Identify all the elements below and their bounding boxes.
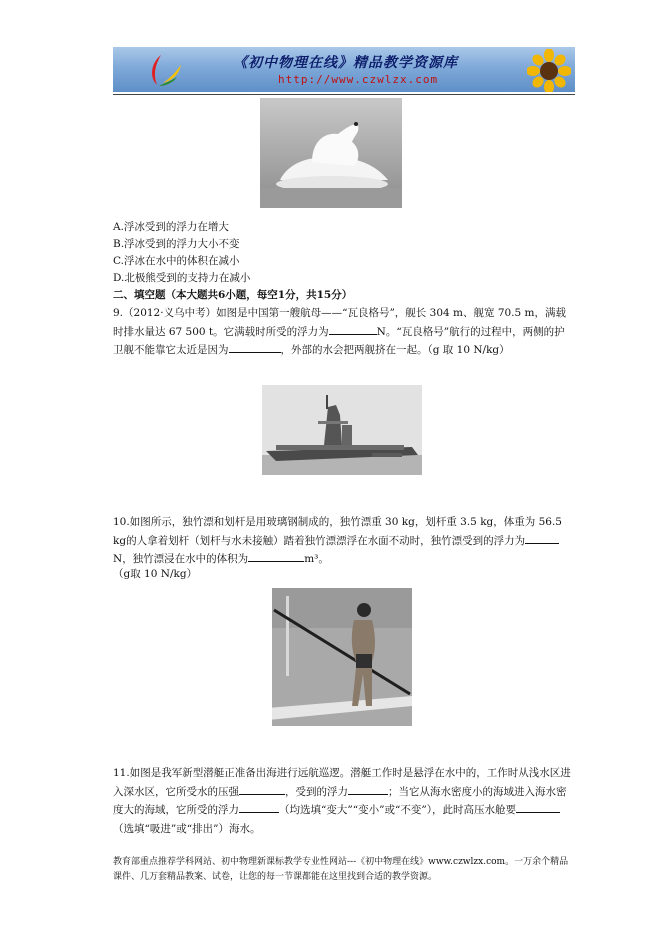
- q11-blank-2[interactable]: [348, 784, 388, 795]
- q10-text-2: N，独竹漂浸在水中的体积为: [113, 553, 249, 565]
- option-d: D.北极熊受到的支持力在减小: [113, 272, 251, 284]
- page-footer: 教育部重点推荐学科网站、初中物理新课标教学专业性网站---《初中物理在线》www.czwlzx.com。一万余个精品课件、几万套精品教案、试卷，让您的每一节课都能在这里找到合适的教学资源。: [113, 857, 569, 882]
- q11-text-1: 11.如图是我军新型潜艇正准备出海进行远航巡逻。潜艇工作时是悬浮在水中的，工作时从浅水区进入深水区，它所受水的压强: [113, 767, 571, 798]
- q11-text-5: （选填“吸进”或“排出”）海水。: [113, 822, 261, 835]
- q10-text-1: 10.如图所示，独竹漂和划杆是用玻璃钢制成的，独竹漂重 30 kg，划杆重 3.5 kg，体重为 56.5 kg的人拿着划杆（划杆与水未接触）踏着独竹漂漂浮在水面不动时，独竹漂受到的浮力为: [113, 516, 562, 547]
- question-9: [113, 304, 575, 360]
- question-10: [113, 513, 575, 569]
- q11-text-3: ；当它从海水密度小的海域进入海水密度大的海域，它所受的浮力: [113, 785, 567, 816]
- q10-blank-2[interactable]: [248, 551, 304, 562]
- banner-title: 《初中物理在线》精品教学资源库: [233, 55, 458, 71]
- option-a: A.浮冰受到的浮力在增大: [113, 221, 229, 233]
- q11-blank-4[interactable]: [516, 802, 560, 813]
- sunflower-icon: [527, 49, 571, 92]
- q10-blank-1[interactable]: [525, 533, 559, 544]
- banner-url[interactable]: http://www.czwlzx.com: [278, 73, 439, 86]
- q11-text-4: （均选填“变大”“变小”或“不变”），此时高压水舱要: [279, 804, 516, 816]
- paddler-photo: [272, 588, 412, 726]
- q11-blank-3[interactable]: [239, 802, 279, 813]
- q9-text-2: N。“瓦良格号”航行的过程中，两侧的护卫舰不能靠它太近是因为: [113, 325, 565, 356]
- question-11: [113, 764, 575, 838]
- q10-note: （g取 10 N/kg）: [113, 568, 198, 580]
- q9-blank-2[interactable]: [229, 342, 281, 353]
- site-banner: [113, 47, 575, 92]
- option-c: C.浮冰在水中的体积在减小: [113, 255, 240, 267]
- polar-bear-photo: [260, 98, 402, 208]
- q11-text-2: ，受到的浮力: [285, 785, 348, 798]
- q9-text-1: 9.（2012·义乌中考）如图是中国第一艘航母——“瓦良格号”，舰长 304 m、舰宽 70.5 m，满载时排水量达 67 500 t。它满载时所受的浮力为: [113, 307, 566, 338]
- q9-blank-1[interactable]: [329, 324, 377, 335]
- q9-text-3: ，外部的水会把两舰挤在一起。（g 取 10 N/kg）: [280, 344, 510, 356]
- q11-blank-1[interactable]: [239, 784, 285, 795]
- aircraft-carrier-photo: [262, 385, 422, 475]
- site-logo-icon: [143, 53, 183, 87]
- q10-text-3: m³。: [304, 553, 329, 565]
- header-rule: [113, 94, 575, 95]
- option-b: B.浮冰受到的浮力大小不变: [113, 238, 240, 250]
- section-title: 二、填空题（本大题共6小题，每空1分，共15分）: [113, 289, 353, 301]
- polar-bear-icon: [260, 98, 402, 208]
- paddler-icon: [272, 588, 412, 726]
- aircraft-carrier-icon: [262, 385, 422, 475]
